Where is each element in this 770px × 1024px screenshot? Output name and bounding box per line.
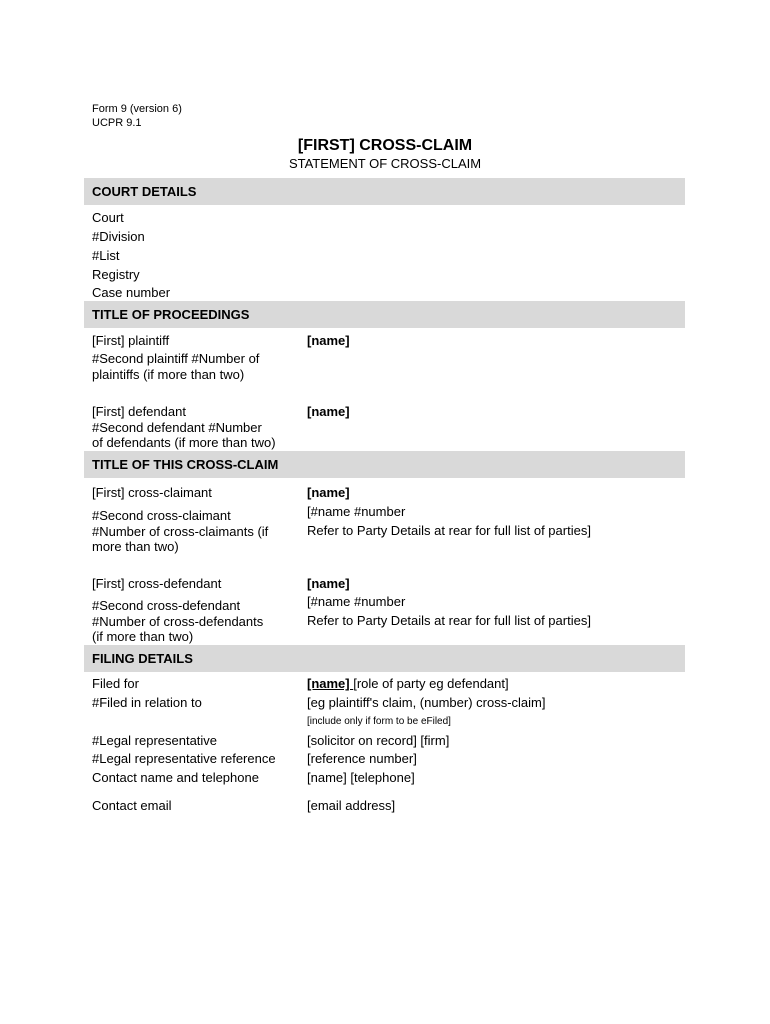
cross-claimant-value: [name] <box>307 485 350 500</box>
legal-representative-label: #Legal representative <box>92 733 218 748</box>
registry-label: Registry <box>92 267 140 282</box>
filed-for-value <box>307 676 509 692</box>
list-label: #List <box>92 248 120 263</box>
title-of-proceedings-heading: TITLE OF PROCEEDINGS <box>84 301 685 328</box>
second-cross-defendant-line1: #Second cross-defendant <box>92 598 241 613</box>
contact-email-label: Contact email <box>92 798 172 813</box>
second-cross-defendant-line2: #Number of cross-defendants <box>92 614 264 629</box>
second-cross-claimant-value1: [#name #number <box>307 504 406 519</box>
case-number-label: Case number <box>92 285 171 300</box>
legal-reference-label: #Legal representative reference <box>92 751 276 766</box>
filing-details-heading: FILING DETAILS <box>84 645 685 672</box>
cross-claimant-label: [First] cross-claimant <box>92 485 212 500</box>
filed-for-label: Filed for <box>92 676 139 691</box>
filed-for-role: [role of party eg defendant] <box>353 676 509 691</box>
court-details-heading: COURT DETAILS <box>84 178 685 205</box>
plaintiff-label: [First] plaintiff <box>92 333 170 348</box>
legal-representative-value: [solicitor on record] [firm] <box>307 733 450 748</box>
second-cross-defendant-value1: [#name #number <box>307 594 406 609</box>
title-of-cross-claim-heading: TITLE OF THIS CROSS-CLAIM <box>84 451 685 478</box>
second-cross-claimant-line2: #Number of cross-claimants (if <box>92 524 269 539</box>
second-cross-claimant-value2: Refer to Party Details at rear for full list of parties] <box>307 523 591 538</box>
legal-reference-value: [reference number] <box>307 751 417 766</box>
second-cross-defendant-value2: Refer to Party Details at rear for full list of parties] <box>307 613 591 628</box>
filed-in-relation-value: [eg plaintiff's claim, (number) cross-claim] <box>307 695 546 710</box>
second-cross-claimant-line1: #Second cross-claimant <box>92 508 231 523</box>
document-title: [FIRST] CROSS-CLAIM <box>297 137 473 154</box>
document-subtitle: STATEMENT OF CROSS-CLAIM <box>288 156 482 171</box>
second-defendant-line1: #Second defendant #Number <box>92 420 262 435</box>
contact-email-value: [email address] <box>307 798 396 813</box>
contact-value: [name] [telephone] <box>307 770 415 785</box>
second-plaintiff-line2: plaintiffs (if more than two) <box>92 367 245 382</box>
cross-defendant-label: [First] cross-defendant <box>92 576 222 591</box>
court-label: Court <box>92 210 124 225</box>
second-plaintiff-line1: #Second plaintiff #Number of <box>92 351 260 366</box>
second-cross-defendant-line3: (if more than two) <box>92 629 194 644</box>
plaintiff-value: [name] <box>307 333 350 348</box>
defendant-value: [name] <box>307 404 350 419</box>
second-defendant-line2: of defendants (if more than two) <box>92 435 276 450</box>
rule-reference: UCPR 9.1 <box>92 117 142 129</box>
filed-in-relation-label: #Filed in relation to <box>92 695 202 710</box>
efiled-note: [include only if form to be eFiled] <box>307 716 451 727</box>
second-cross-claimant-line3: more than two) <box>92 539 179 554</box>
form-number: Form 9 (version 6) <box>92 103 182 115</box>
cross-defendant-value: [name] <box>307 576 350 591</box>
contact-label: Contact name and telephone <box>92 770 259 785</box>
division-label: #Division <box>92 229 145 244</box>
filed-for-name: [name] <box>307 676 354 691</box>
defendant-label: [First] defendant <box>92 404 186 419</box>
